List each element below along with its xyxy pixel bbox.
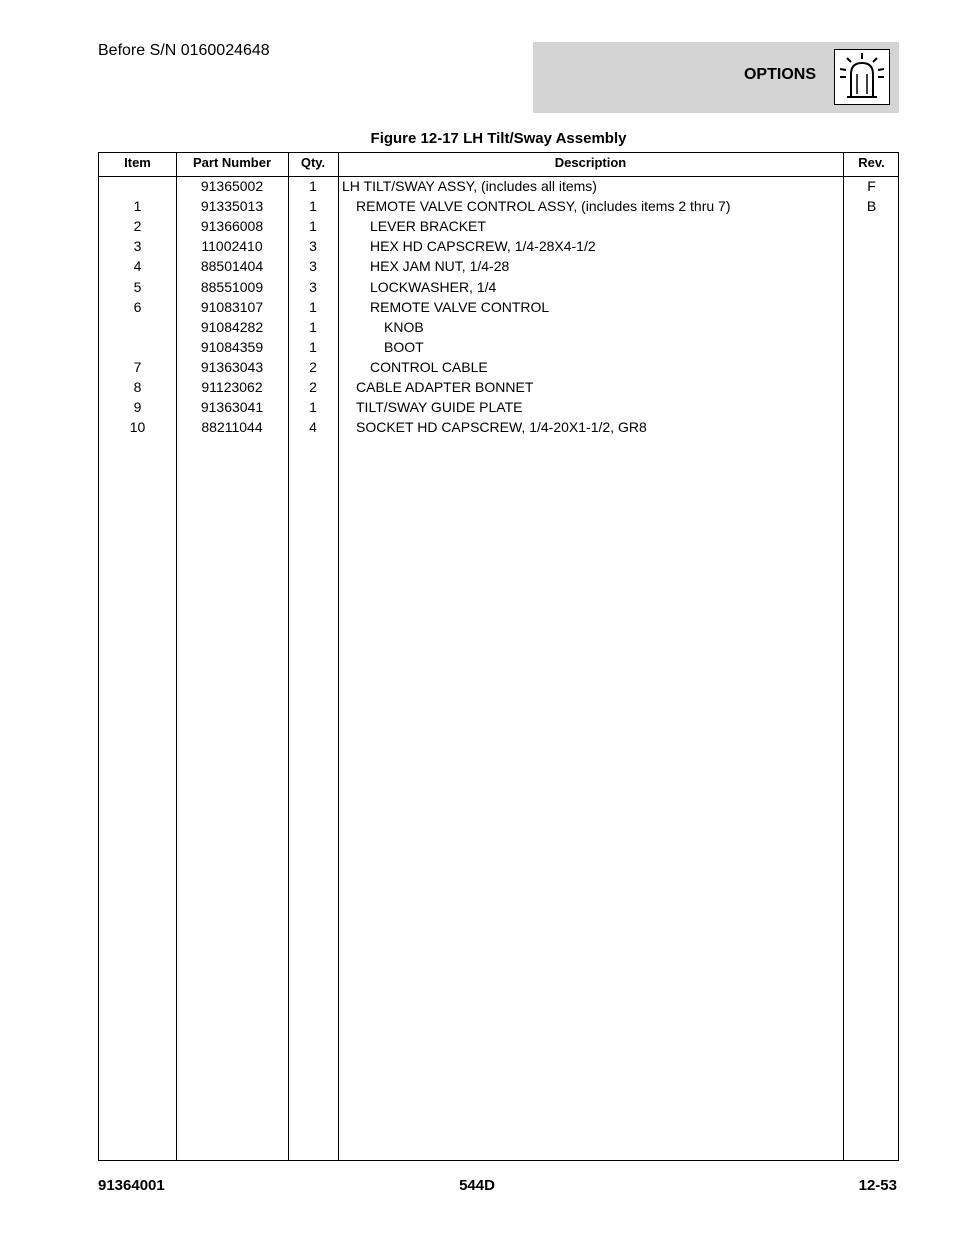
- qty-cell: 1: [309, 399, 317, 416]
- footer-doc-number: 91364001: [98, 1177, 165, 1194]
- table-row: [99, 317, 898, 337]
- item-cell: 1: [133, 198, 142, 215]
- item-cell: 5: [133, 278, 142, 295]
- qty-cell: 1: [309, 318, 317, 335]
- item-cell: 6: [133, 298, 142, 315]
- table-row: [99, 417, 898, 437]
- qty-cell: 3: [309, 278, 317, 295]
- part-number-cell: 91363043: [200, 358, 264, 375]
- description-cell: LH TILT/SWAY ASSY, (includes all items): [342, 178, 597, 194]
- description-cell: HEX HD CAPSCREW, 1/4-28X4-1/2: [370, 238, 596, 255]
- part-number-cell: 91365002: [200, 178, 264, 194]
- qty-cell: 3: [309, 258, 317, 275]
- table-row: [99, 337, 898, 357]
- description-cell: KNOB: [384, 318, 424, 335]
- part-number-cell: 11002410: [201, 238, 263, 255]
- qty-cell: 3: [309, 238, 317, 255]
- description-cell: REMOTE VALVE CONTROL: [370, 298, 550, 315]
- qty-cell: 4: [309, 419, 317, 436]
- warning-light-icon: [834, 49, 890, 105]
- description-cell: LEVER BRACKET: [370, 218, 486, 235]
- part-number-cell: 91084282: [200, 318, 264, 335]
- table-row: [99, 196, 898, 216]
- description-cell: TILT/SWAY GUIDE PLATE: [356, 399, 523, 416]
- qty-cell: 1: [309, 338, 317, 355]
- footer-model: 544D: [459, 1177, 495, 1194]
- section-label: OPTIONS: [743, 66, 816, 83]
- item-cell: 7: [133, 358, 142, 375]
- item-cell: 9: [133, 399, 142, 416]
- table-row: [99, 216, 898, 236]
- description-cell: SOCKET HD CAPSCREW, 1/4-20X1-1/2, GR8: [356, 419, 647, 436]
- header-part-number: Part Number: [192, 155, 272, 170]
- part-number-cell: 91123062: [201, 379, 263, 395]
- footer-page-number: 12-53: [858, 1177, 897, 1194]
- rev-cell: B: [866, 198, 877, 215]
- part-number-cell: 91335013: [200, 198, 264, 215]
- qty-cell: 2: [309, 358, 317, 375]
- header-item: Item: [124, 155, 151, 170]
- table-row: [99, 297, 898, 317]
- table-header: [99, 153, 898, 177]
- part-number-cell: 88501404: [200, 258, 264, 275]
- header-rev: Rev.: [858, 155, 885, 170]
- figure-title: Figure 12-17 LH Tilt/Sway Assembly: [370, 130, 627, 147]
- description-cell: REMOTE VALVE CONTROL ASSY, (includes items 2 thru 7): [356, 198, 731, 215]
- part-number-cell: 91084359: [200, 338, 264, 355]
- table-row: [99, 256, 898, 276]
- qty-cell: 1: [309, 178, 317, 194]
- section-tab: [533, 42, 899, 113]
- rev-cell: F: [867, 178, 876, 194]
- part-number-cell: 91083107: [200, 298, 264, 315]
- qty-cell: 2: [309, 379, 317, 395]
- description-cell: HEX JAM NUT, 1/4-28: [370, 258, 510, 275]
- table-row: [99, 377, 898, 397]
- part-number-cell: 88551009: [200, 278, 264, 295]
- table-row: [99, 357, 898, 377]
- parts-table: [98, 152, 899, 1161]
- qty-cell: 1: [309, 298, 317, 315]
- part-number-cell: 88211044: [201, 419, 263, 436]
- item-cell: 3: [133, 238, 142, 255]
- table-row: [99, 277, 898, 297]
- description-cell: CABLE ADAPTER BONNET: [356, 379, 534, 395]
- item-cell: 2: [133, 218, 142, 235]
- description-cell: CONTROL CABLE: [370, 358, 488, 375]
- header-description: Description: [554, 155, 627, 170]
- part-number-cell: 91366008: [200, 218, 264, 235]
- table-row: [99, 176, 898, 196]
- item-cell: 4: [133, 258, 142, 275]
- item-cell: 8: [133, 379, 142, 395]
- part-number-cell: 91363041: [200, 399, 264, 416]
- serial-note: Before S/N 0160024648: [98, 42, 270, 59]
- qty-cell: 1: [309, 198, 317, 215]
- item-cell: 10: [129, 419, 146, 436]
- table-row: [99, 236, 898, 256]
- table-row: [99, 397, 898, 417]
- description-cell: BOOT: [384, 338, 424, 355]
- header-qty: Qty.: [300, 155, 326, 170]
- qty-cell: 1: [309, 218, 317, 235]
- description-cell: LOCKWASHER, 1/4: [370, 278, 497, 295]
